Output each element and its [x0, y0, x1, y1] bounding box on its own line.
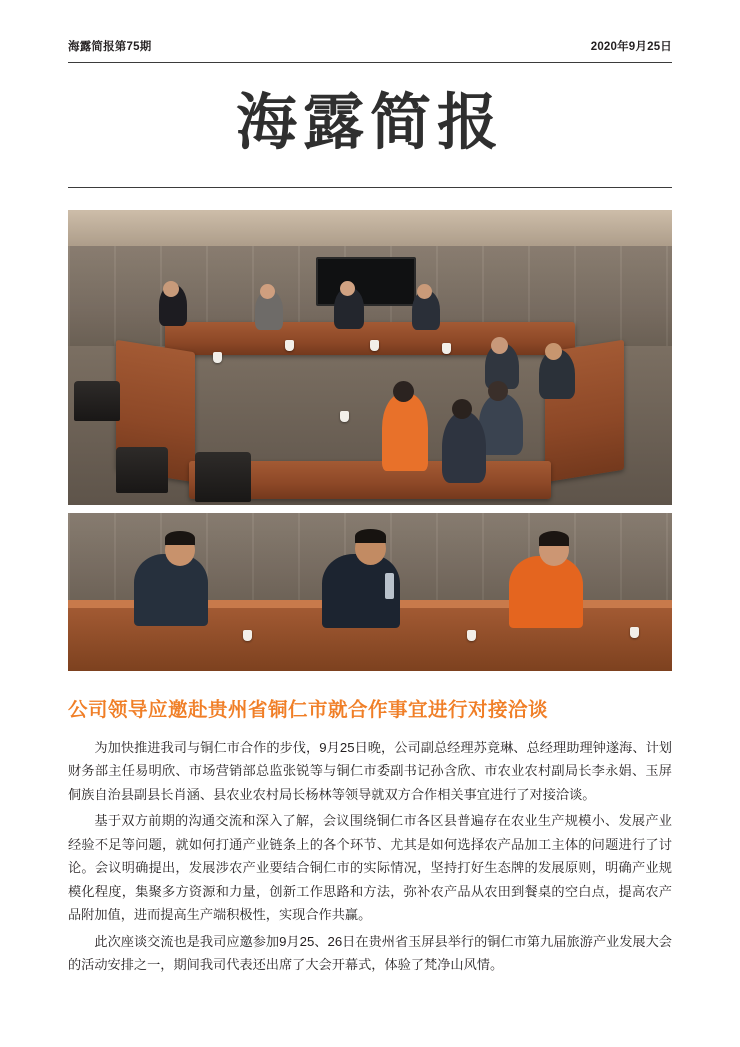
- header-divider-bottom: [68, 187, 672, 188]
- cup-icon: [340, 411, 349, 422]
- attendee-head: [340, 281, 355, 296]
- cup-icon: [630, 627, 639, 638]
- masthead: [68, 63, 672, 161]
- attendee-hair: [165, 531, 195, 545]
- attendee-figure: [134, 554, 208, 626]
- article-body: [68, 736, 672, 977]
- attendee-hair: [539, 531, 569, 546]
- meeting-room-wide-photo: [68, 210, 672, 505]
- article-paragraph: 此次座谈交流也是我司应邀参加9月25、26日在贵州省玉屏县举行的铜仁市第九届旅游产业发展大会的活动安排之一，期间我司代表还出席了大会开幕式，体验了梵净山风情。: [68, 933, 672, 973]
- article-paragraph: 基于双方前期的沟通交流和深入了解，会议围绕铜仁市各区县普遍存在农业生产规模小、发展产业经验不足等问题，就如何打通产业链条上的各个环节、尤其是如何选择农产品加工主体的问题进行了讨论。会议明确提出，发展涉农产业要结合铜仁市的实际情况，坚持打好生态牌的发展原则，明确产业规模化程度，集聚多方资源和力量，创新工作思路和方法，弥补农产品从农田到餐桌的空白点，提高农产品附加值，进而提高生产端积极性，实现合作共赢。: [68, 813, 672, 923]
- attendee-head: [260, 284, 275, 299]
- photo-gallery: [68, 210, 672, 671]
- article-headline: 公司领导应邀赴贵州省铜仁市就合作事宜进行对接洽谈: [68, 699, 549, 722]
- cup-icon: [467, 630, 476, 641]
- meeting-participants-photo: [68, 513, 672, 671]
- attendee-hair: [355, 529, 386, 543]
- cup-icon: [243, 630, 252, 641]
- attendee-figure: [442, 411, 486, 483]
- attendee-head: [488, 381, 508, 401]
- chair-icon: [195, 452, 251, 502]
- cup-icon: [213, 352, 222, 363]
- wall-screen-icon: [316, 257, 417, 305]
- necktie-icon: [385, 573, 394, 599]
- attendee-figure-orange: [509, 556, 583, 628]
- article-paragraph: 为加快推进我司与铜仁市合作的步伐，9月25日晚，公司副总经理苏竟琳、总经理助理钟遂海、计划财务部主任易明欣、市场营销部总监张锐等与铜仁市委副书记孙含欣、市农业农村副局长李永娟、玉屏侗族自治县副县长肖涵、县农业农村局长杨林等领导就双方合作相关事宜进行了对接洽谈。: [68, 739, 672, 802]
- page-title: 海露简报: [235, 87, 504, 158]
- cup-icon: [370, 340, 379, 351]
- chair-icon: [116, 447, 168, 493]
- attendee-head: [491, 337, 508, 354]
- header-bar: [68, 0, 672, 54]
- attendee-figure-orange: [382, 393, 428, 471]
- issue-date: 2020年9月25日: [590, 41, 672, 53]
- issue-label: 海露简报第75期: [68, 41, 152, 53]
- chair-icon: [74, 381, 120, 421]
- cup-icon: [442, 343, 451, 354]
- cup-icon: [285, 340, 294, 351]
